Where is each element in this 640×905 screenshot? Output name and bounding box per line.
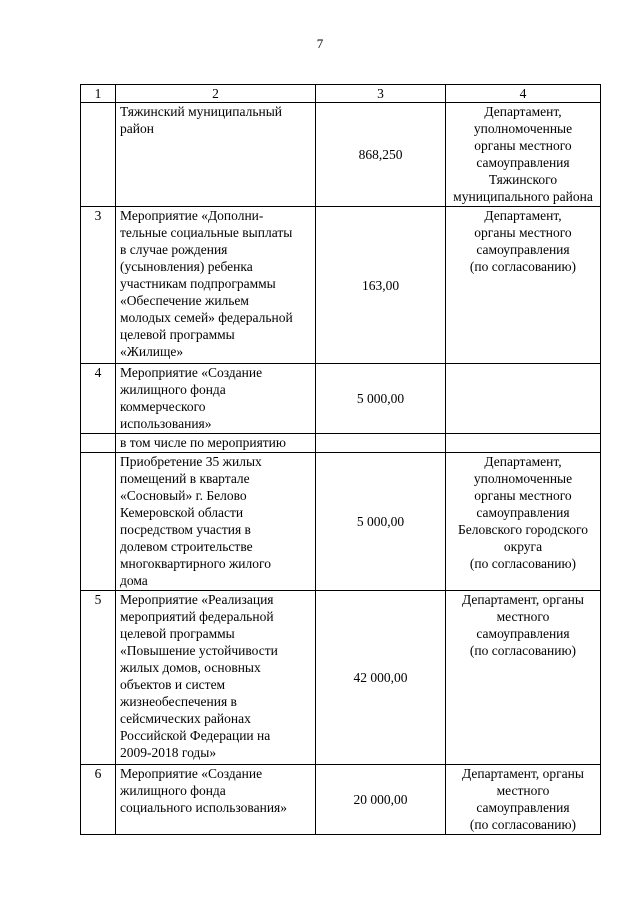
row-number (81, 434, 116, 453)
page-number: 7 (316, 36, 324, 51)
row-amount: 163,00 (316, 207, 446, 364)
row-amount: 20 000,00 (316, 765, 446, 835)
row-amount: 5 000,00 (316, 364, 446, 434)
column-header: 2 (116, 85, 316, 103)
table-row (81, 453, 601, 591)
row-executor: Департамент, органы местного самоуправления (по согласованию) (446, 207, 601, 364)
row-name: Мероприятие «Реализация мероприятий федеральной целевой программы «Повышение устойчивости жилых домов, основных объектов и систем жизнеобеспечения в сейсмических районах Российской Федерации на 2009-2018 годы» (116, 591, 316, 765)
table-row (81, 103, 601, 207)
row-executor (446, 434, 601, 453)
row-executor: Департамент, уполномоченные органы местного самоуправления Беловского городского округа (по согласованию) (446, 453, 601, 591)
row-number (81, 453, 116, 591)
column-header: 3 (316, 85, 446, 103)
table-row (81, 765, 601, 835)
row-executor: Департамент, органы местного самоуправления (по согласованию) (446, 591, 601, 765)
row-executor: Департамент, органы местного самоуправления (по согласованию) (446, 765, 601, 835)
table-row (81, 434, 601, 453)
row-number (81, 103, 116, 207)
column-header: 4 (446, 85, 601, 103)
row-number: 5 (81, 591, 116, 765)
row-amount: 42 000,00 (316, 591, 446, 765)
row-number: 6 (81, 765, 116, 835)
table-header-row (81, 85, 601, 103)
row-executor: Департамент, уполномоченные органы местного самоуправления Тяжинского муниципального района (446, 103, 601, 207)
row-name: Мероприятие «Создание жилищного фонда коммерческого использования» (116, 364, 316, 434)
row-amount: 868,250 (316, 103, 446, 207)
row-name: в том числе по мероприятию (116, 434, 316, 453)
row-name: Приобретение 35 жилых помещений в квартале «Сосновый» г. Белово Кемеровской области посредством участия в долевом строительстве многоквартирного жилого дома (116, 453, 316, 591)
row-amount (316, 434, 446, 453)
table-row (81, 364, 601, 434)
column-header: 1 (81, 85, 116, 103)
row-number: 3 (81, 207, 116, 364)
row-name: Мероприятие «Создание жилищного фонда социального использования» (116, 765, 316, 835)
row-name: Тяжинский муниципальный район (116, 103, 316, 207)
row-name: Мероприятие «Дополни- тельные социальные выплаты в случае рождения (усыновления) ребенка участникам подпрограммы «Обеспечение жильем молодых семей» федеральной целевой программы «Жилище» (116, 207, 316, 364)
table-row (81, 591, 601, 765)
row-amount: 5 000,00 (316, 453, 446, 591)
table-row (81, 207, 601, 364)
program-table (80, 84, 601, 835)
row-number: 4 (81, 364, 116, 434)
row-executor (446, 364, 601, 434)
